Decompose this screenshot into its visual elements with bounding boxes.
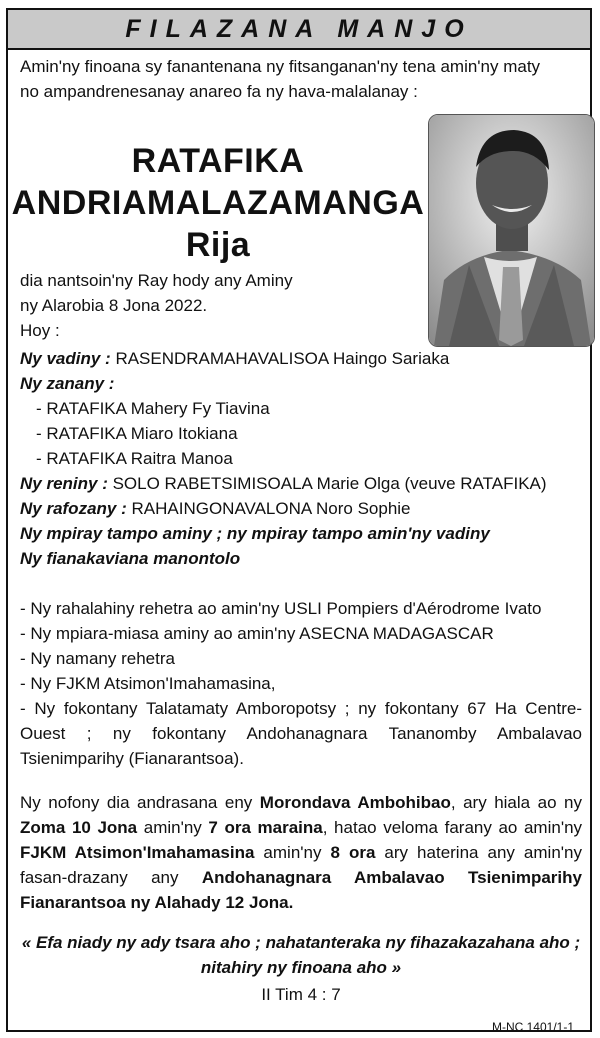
funeral-text: amin'ny [254, 843, 331, 862]
bible-quote: « Efa niady ny ady tsara aho ; nahatanteraka ny fihazakazahana aho ; nitahiry ny finoana aho » [21, 933, 581, 977]
others-list [20, 596, 541, 696]
banner-title: FILAZANA MANJO [8, 10, 590, 50]
funeral-paragraph [20, 790, 582, 915]
intro-line: Amin'ny finoana sy fanantenana ny fitsanganan'ny tena amin'ny maty [20, 57, 541, 76]
deceased-surname: RATAFIKA [131, 142, 305, 180]
other-item: - Ny mpiara-miasa aminy ao amin'ny ASECNA MADAGASCAR [20, 624, 494, 643]
funeral-time: 7 ora maraina [208, 818, 323, 837]
verse-reference: II Tim 4 : 7 [261, 985, 341, 1004]
parents-name: SOLO RABETSIMISOALA Marie Olga (veuve RATAFIKA) [112, 474, 547, 493]
intro-text [20, 54, 540, 104]
parents-line [20, 471, 547, 496]
inlaws-label: Ny rafozany : [20, 499, 127, 518]
funeral-date: Zoma 10 Jona [20, 818, 138, 837]
siblings-line: Ny mpiray tampo aminy ; ny mpiray tampo amin'ny vadiny [20, 524, 490, 543]
child-item: - RATAFIKA Miaro Itokiana [36, 424, 238, 443]
funeral-text: , hatao veloma farany ao amin'ny [322, 818, 583, 837]
other-item: - Ny namany rehetra [20, 649, 175, 668]
deceased-surname-2: ANDRIAMALAZAMANGA [11, 184, 425, 222]
spouse-name: RASENDRAMAHAVALISOA Haingo Sariaka [115, 349, 450, 368]
death-notice [20, 268, 293, 343]
funeral-place: Morondava Ambohibao [259, 793, 451, 812]
intro-line: no ampandrenesanay anareo fa ny hava-malalanay : [20, 82, 418, 101]
inlaws-line [20, 496, 547, 521]
death-line: dia nantsoin'ny Ray hody any Aminy [20, 271, 293, 290]
funeral-text: , ary hiala ao ny [450, 793, 582, 812]
funeral-text: ary haterina any amin'ny fasan-drazany any [20, 843, 582, 887]
obituary-frame [6, 8, 592, 1032]
funeral-text: amin'ny [137, 818, 209, 837]
other-item: - Ny FJKM Atsimon'Imahamasina, [20, 674, 276, 693]
other-item: - Ny rahalahiny rehetra ao amin'ny USLI Pompiers d'Aérodrome Ivato [20, 599, 542, 618]
death-line: ny Alarobia 8 Jona 2022. [20, 296, 208, 315]
burial-place: Andohanagnara Ambalavao Tsienimparihy Fianarantsoa ny Alahady 12 Jona. [20, 868, 582, 912]
funeral-church: FJKM Atsimon'Imahamasina [20, 843, 255, 862]
inlaws-name: RAHAINGONAVALONA Noro Sophie [131, 499, 411, 518]
deceased-photo [428, 114, 595, 347]
spouse-line [20, 346, 547, 371]
spouse-label: Ny vadiny : [20, 349, 111, 368]
whole-family-line: Ny fianakaviana manontolo [20, 549, 241, 568]
child-item: - RATAFIKA Mahery Fy Tiavina [36, 399, 270, 418]
hoy-label: Hoy : [20, 321, 60, 340]
ad-reference: M-NC 1401/1-1 [491, 1020, 574, 1034]
family-list [20, 346, 547, 571]
fokontany-paragraph: - Ny fokontany Talatamaty Amboropotsy ; ny fokontany 67 Ha Centre-Ouest ; ny fokontany Andohanagnara Tananomby Ambalavao Tsienimparihy (Fianarantsoa). [20, 699, 582, 768]
funeral-text: Ny nofony dia andrasana eny [20, 793, 260, 812]
parents-label: Ny reniny : [20, 474, 108, 493]
funeral-service-time: 8 ora [330, 843, 376, 862]
children-label: Ny zanany : [20, 374, 115, 393]
child-item: - RATAFIKA Raitra Manoa [36, 449, 233, 468]
deceased-firstname: Rija [185, 226, 251, 264]
portrait-image [429, 115, 594, 346]
